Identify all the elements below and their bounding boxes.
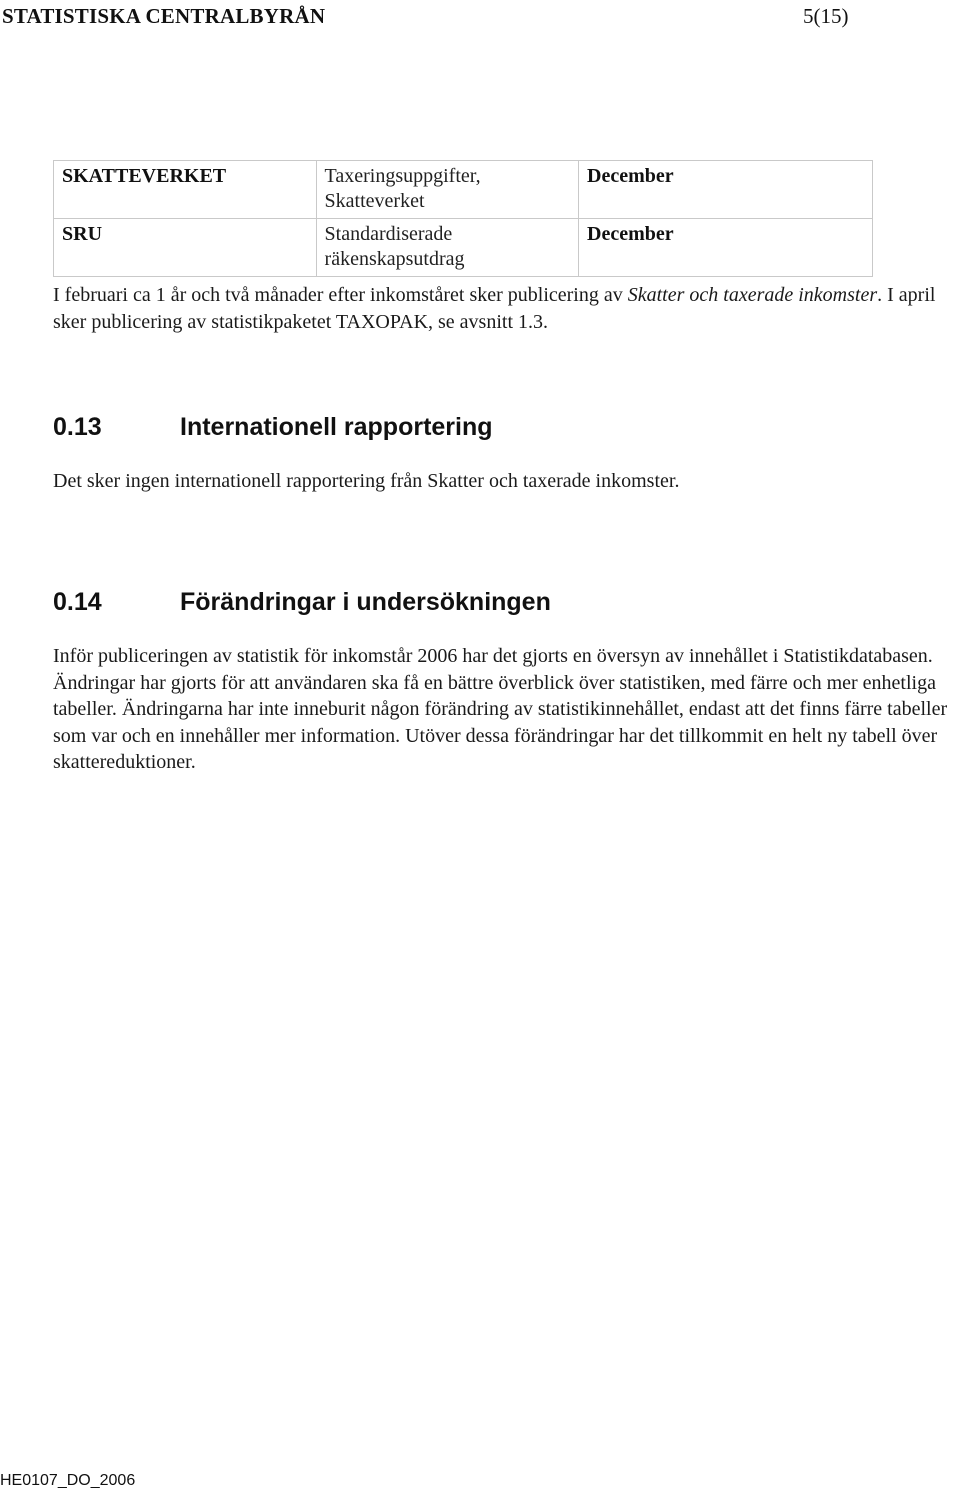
table-cell-code (54, 161, 317, 219)
table-cell-month (579, 161, 873, 219)
source-code: SKATTEVERKET (62, 165, 227, 187)
paragraph-text: . I april sker publicering av statistikpaketet TAXOPAK, se avsnitt 1.3. (53, 284, 936, 333)
section-heading (53, 413, 493, 442)
table-cell-code (54, 219, 317, 277)
source-description (317, 161, 579, 216)
section-heading (53, 588, 551, 617)
source-code: SRU (62, 223, 103, 245)
description-line: Skatteverket (324, 190, 425, 212)
publication-paragraph (53, 282, 958, 335)
delivery-month: December (587, 223, 674, 245)
section-title: Internationell rapportering (180, 413, 493, 441)
description-line: räkenskapsutdrag (324, 248, 465, 270)
section-number: 0.13 (53, 413, 102, 441)
table-cell-month (579, 219, 873, 277)
table-cell-description (316, 219, 579, 277)
source-description (317, 219, 579, 274)
page-header (0, 4, 960, 32)
table-row (54, 219, 873, 277)
sources-table (53, 160, 873, 277)
description-line: Taxeringsuppgifter, (324, 165, 481, 187)
publication-title: Skatter och taxerade inkomster (627, 284, 878, 306)
description-line: Standardiserade (324, 223, 453, 245)
section-body: Inför publiceringen av statistik för inkomstår 2006 har det gjorts en översyn av innehållet i Statistikdatabasen. Ändringar har gjorts för att användaren ska få en bättre överblick över statistiken, med färre och mer enhetliga tabeller. Ändringarna har inte inneburit någon förändring av statistikinnehållet, endast att det finns färre tabeller som var och en innehåller mer information. Utöver dessa förändringar har det tillkommit en helt ny tabell över skattereduktioner. (53, 645, 948, 773)
delivery-month: December (587, 165, 674, 187)
paragraph-text: I februari ca 1 år och två månader efter inkomståret sker publicering av (53, 284, 628, 306)
page-number: 5(15) (803, 4, 849, 28)
section-number: 0.14 (53, 588, 102, 616)
document-code: HE0107_DO_2006 (0, 1472, 136, 1489)
section-body: Det sker ingen internationell rapportering från Skatter och taxerade inkomster. (53, 470, 680, 492)
table-row (54, 161, 873, 219)
section-title: Förändringar i undersökningen (180, 588, 551, 616)
organization-name: STATISTISKA CENTRALBYRÅN (2, 4, 326, 28)
table-cell-description (316, 161, 579, 219)
